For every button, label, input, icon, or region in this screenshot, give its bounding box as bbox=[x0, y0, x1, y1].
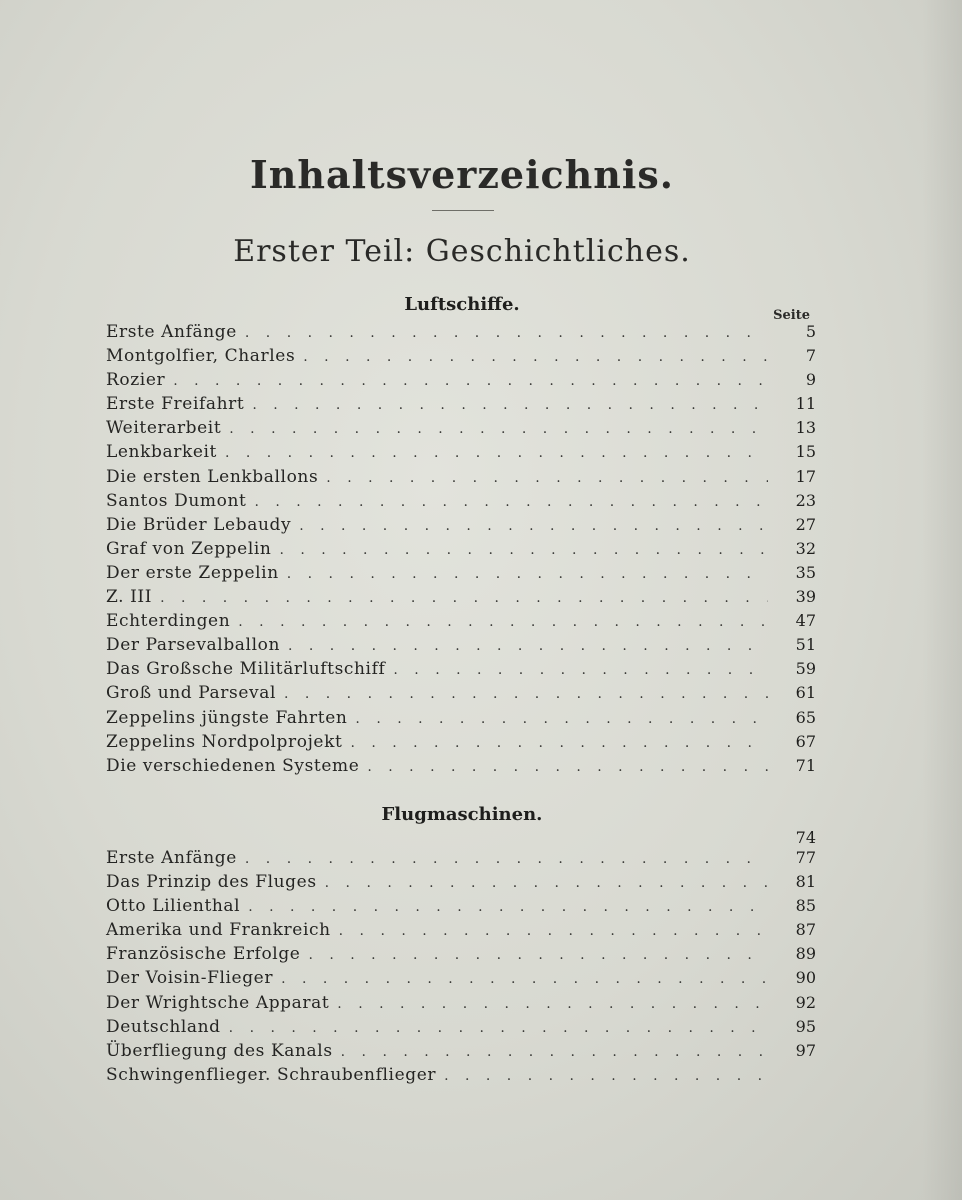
toc-entry-title: Montgolfier, Charles bbox=[106, 346, 296, 367]
toc-entry-page: 90 bbox=[795, 968, 816, 988]
toc-entry-page: 71 bbox=[795, 755, 816, 775]
toc-entry bbox=[106, 537, 816, 561]
toc-entry bbox=[106, 392, 816, 416]
toc-entry bbox=[106, 633, 816, 657]
toc-leader-dots bbox=[325, 871, 768, 895]
toc-entry bbox=[106, 561, 816, 585]
toc-entry-title: Der Parsevalballon bbox=[106, 635, 280, 656]
toc-entry-title: Graf von Zeppelin bbox=[106, 538, 272, 559]
toc-leader-dots bbox=[229, 417, 768, 441]
toc-leader-dots bbox=[279, 538, 768, 562]
toc-entry bbox=[106, 706, 816, 730]
section-page-number: 74 bbox=[795, 828, 816, 847]
toc-entry-title: Deutschland bbox=[106, 1016, 221, 1037]
toc-entry-page: 7 bbox=[805, 346, 816, 366]
page-edge-shadow bbox=[922, 0, 962, 1200]
toc-entry bbox=[106, 754, 816, 778]
toc-entry bbox=[106, 368, 816, 392]
toc-entry-page: 61 bbox=[795, 683, 816, 703]
toc-leader-dots bbox=[160, 586, 768, 610]
toc-entry-page: 65 bbox=[795, 707, 816, 727]
toc-entry-title: Das Prinzip des Fluges bbox=[106, 872, 317, 893]
toc-leader-dots bbox=[225, 441, 768, 465]
toc-entry-page: 85 bbox=[795, 896, 816, 916]
toc-leader-dots bbox=[281, 967, 768, 991]
toc-leader-dots bbox=[341, 1040, 768, 1064]
toc-entry bbox=[106, 681, 816, 705]
toc-entry-title: Erste Anfänge bbox=[106, 322, 237, 342]
toc-leader-dots bbox=[248, 895, 768, 919]
toc-leader-dots bbox=[173, 369, 768, 393]
part-heading: Erster Teil: Geschichtliches. bbox=[233, 234, 691, 269]
toc-entry-title: Die Brüder Lebaudy bbox=[106, 514, 292, 535]
toc-entry-title: Lenkbarkeit bbox=[106, 442, 217, 463]
toc-list-luftschiffe bbox=[106, 320, 816, 778]
toc-leader-dots bbox=[339, 919, 768, 943]
toc-leader-dots bbox=[393, 658, 768, 682]
toc-entry bbox=[106, 846, 816, 870]
toc-entry bbox=[106, 513, 816, 537]
toc-entry bbox=[106, 918, 816, 942]
toc-entry bbox=[106, 440, 816, 464]
toc-entry bbox=[106, 894, 816, 918]
toc-entry bbox=[106, 416, 816, 440]
toc-entry-page: 27 bbox=[795, 514, 816, 534]
toc-leader-dots bbox=[245, 321, 768, 345]
toc-entry bbox=[106, 489, 816, 513]
toc-entry bbox=[106, 870, 816, 894]
toc-leader-dots bbox=[252, 393, 768, 417]
toc-entry-title: Die ersten Lenkballons bbox=[106, 466, 319, 487]
toc-leader-dots bbox=[238, 610, 768, 634]
section-heading-flugmaschinen: Flugmaschinen. bbox=[381, 804, 543, 825]
toc-entry-page: 47 bbox=[795, 611, 816, 631]
toc-leader-dots bbox=[355, 707, 768, 731]
toc-entry-title: Der erste Zeppelin bbox=[106, 562, 279, 583]
toc-entry-page: 81 bbox=[795, 872, 816, 892]
toc-entry-title: Das Großsche Militärluftschiff bbox=[106, 659, 386, 680]
toc-leader-dots bbox=[444, 1064, 768, 1088]
toc-entry-title: Weiterarbeit bbox=[106, 418, 222, 439]
toc-entry-title: Erste Freifahrt bbox=[106, 394, 245, 415]
toc-entry-page: 51 bbox=[795, 635, 816, 655]
toc-entry bbox=[106, 320, 816, 344]
toc-entry-page: 17 bbox=[795, 466, 816, 486]
toc-entry-page: 23 bbox=[795, 490, 816, 510]
toc-entry-title: Die verschiedenen Systeme bbox=[106, 755, 360, 776]
toc-entry-page: 67 bbox=[795, 731, 816, 751]
toc-entry bbox=[106, 1063, 816, 1087]
title-divider bbox=[432, 210, 494, 211]
toc-entry-title: Schwingenflieger. Schraubenflieger bbox=[106, 1064, 437, 1085]
toc-entry-title: Otto Lilienthal bbox=[106, 896, 241, 917]
toc-entry bbox=[106, 966, 816, 990]
toc-leader-dots bbox=[303, 345, 768, 369]
toc-entry bbox=[106, 1039, 816, 1063]
toc-entry-page: 39 bbox=[795, 587, 816, 607]
toc-leader-dots bbox=[337, 992, 768, 1016]
toc-leader-dots bbox=[245, 847, 768, 871]
toc-entry bbox=[106, 465, 816, 489]
toc-entry-title: Rozier bbox=[106, 370, 166, 391]
toc-entry-page: 92 bbox=[795, 992, 816, 1012]
toc-entry bbox=[106, 609, 816, 633]
page-column-label: Seite bbox=[773, 308, 810, 323]
toc-leader-dots bbox=[367, 755, 768, 779]
toc-entry-title: Der Wrightsche Apparat bbox=[106, 992, 330, 1013]
toc-entry bbox=[106, 730, 816, 754]
toc-entry-title: Zeppelins jüngste Fahrten bbox=[106, 707, 348, 728]
toc-leader-dots bbox=[254, 490, 768, 514]
toc-entry-page: 89 bbox=[795, 944, 816, 964]
toc-entry-title: Der Voisin-Flieger bbox=[106, 968, 274, 989]
toc-entry-title: Zeppelins Nordpolprojekt bbox=[106, 731, 343, 752]
toc-entry-title: Französische Erfolge bbox=[106, 944, 301, 965]
toc-entry bbox=[106, 344, 816, 368]
toc-entry-page: 32 bbox=[795, 538, 816, 558]
toc-entry-page: 87 bbox=[795, 920, 816, 940]
page-title: Inhaltsverzeichnis. bbox=[250, 152, 674, 197]
toc-entry-page: 59 bbox=[795, 659, 816, 679]
toc-entry-title: Echterdingen bbox=[106, 611, 231, 632]
toc-list-flugmaschinen bbox=[106, 846, 816, 1087]
toc-entry-title: Santos Dumont bbox=[106, 490, 247, 511]
toc-entry-title: Überfliegung des Kanals bbox=[106, 1040, 333, 1061]
toc-entry bbox=[106, 657, 816, 681]
toc-entry-page: 35 bbox=[795, 562, 816, 582]
toc-entry-page: 9 bbox=[805, 370, 816, 390]
toc-entry-page: 15 bbox=[795, 442, 816, 462]
toc-entry bbox=[106, 1015, 816, 1039]
section-heading-luftschiffe: Luftschiffe. bbox=[404, 294, 520, 315]
toc-entry-page: 11 bbox=[795, 394, 816, 414]
toc-leader-dots bbox=[229, 1016, 768, 1040]
toc-entry-page: 77 bbox=[795, 848, 816, 867]
toc-leader-dots bbox=[287, 562, 768, 586]
toc-entry-page: 95 bbox=[795, 1016, 816, 1036]
toc-entry-title: Z. III bbox=[106, 587, 153, 608]
toc-leader-dots bbox=[308, 943, 768, 967]
toc-leader-dots bbox=[326, 466, 768, 490]
toc-entry-page: 97 bbox=[795, 1040, 816, 1060]
toc-leader-dots bbox=[350, 731, 768, 755]
toc-entry-page: 13 bbox=[795, 418, 816, 438]
toc-leader-dots bbox=[299, 514, 768, 538]
toc-entry bbox=[106, 991, 816, 1015]
toc-entry-title: Groß und Parseval bbox=[106, 683, 276, 704]
toc-entry bbox=[106, 942, 816, 966]
toc-leader-dots bbox=[284, 682, 768, 706]
toc-entry bbox=[106, 585, 816, 609]
toc-leader-dots bbox=[288, 634, 768, 658]
toc-entry-page: 5 bbox=[805, 322, 816, 341]
toc-entry-title: Amerika und Frankreich bbox=[106, 920, 331, 941]
toc-entry-title: Erste Anfänge bbox=[106, 848, 237, 868]
